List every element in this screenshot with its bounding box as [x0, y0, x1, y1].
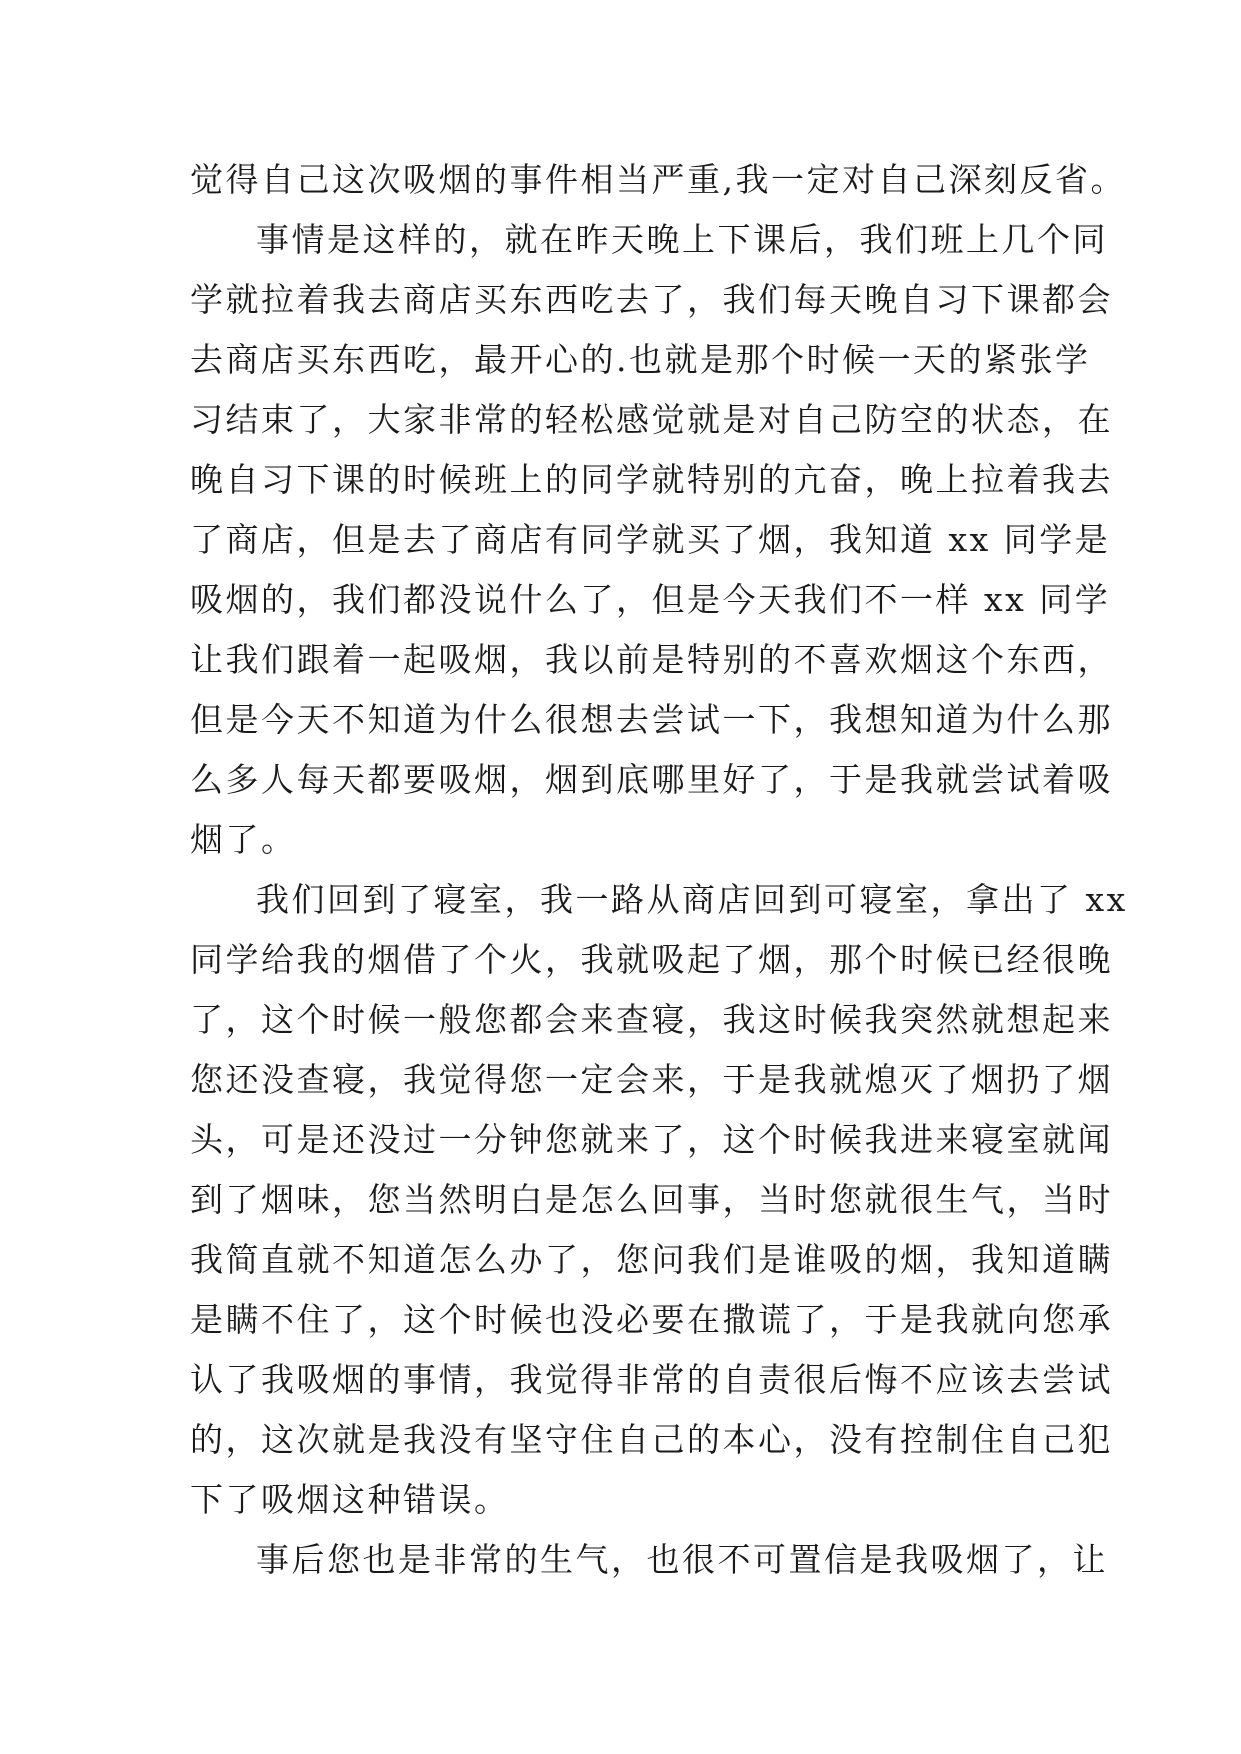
text-line: 了商店，但是去了商店有同学就买了烟，我知道 xx 同学是: [190, 520, 1111, 559]
text-line: 头，可是还没过一分钟您就来了，这个时候我进来寝室就闻: [190, 1120, 1113, 1159]
text-line: 事后您也是非常的生气，也很不可置信是我吸烟了，让: [256, 1540, 1108, 1579]
text-line: 下了吸烟这种错误。: [190, 1480, 510, 1519]
text-line: 认了我吸烟的事情，我觉得非常的自责很后悔不应该去尝试: [190, 1360, 1113, 1399]
text-line: 了，这个时候一般您都会来查寝，我这时候我突然就想起来: [190, 1000, 1113, 1039]
text-line: 同学给我的烟借了个火，我就吸起了烟，那个时候已经很晚: [190, 940, 1113, 979]
text-line: 觉得自己这次吸烟的事件相当严重,我一定对自己深刻反省。: [190, 160, 1126, 199]
text-line: 但是今天不知道为什么很想去尝试一下，我想知道为什么那: [190, 700, 1113, 739]
text-line: 我们回到了寝室，我一路从商店回到可寝室，拿出了 xx: [256, 880, 1128, 919]
text-line: 学就拉着我去商店买东西吃去了，我们每天晚自习下课都会: [190, 280, 1113, 319]
text-line: 事情是这样的，就在昨天晚上下课后，我们班上几个同: [256, 220, 1108, 259]
text-line: 习结束了，大家非常的轻松感觉就是对自己防空的状态，在: [190, 400, 1113, 439]
text-line: 让我们跟着一起吸烟，我以前是特别的不喜欢烟这个东西，: [190, 640, 1113, 679]
body-text: [190, 150, 1128, 1590]
text-line: 吸烟的，我们都没说什么了，但是今天我们不一样 xx 同学: [190, 580, 1111, 619]
text-line: 是瞒不住了，这个时候也没必要在撒谎了，于是我就向您承: [190, 1300, 1113, 1339]
text-line: 到了烟味，您当然明白是怎么回事，当时您就很生气，当时: [190, 1180, 1113, 1219]
text-line: 我简直就不知道怎么办了，您问我们是谁吸的烟，我知道瞒: [190, 1240, 1113, 1279]
text-line: 您还没查寝，我觉得您一定会来，于是我就熄灭了烟扔了烟: [190, 1060, 1113, 1099]
text-line: 么多人每天都要吸烟，烟到底哪里好了，于是我就尝试着吸: [190, 760, 1113, 799]
text-line: 晚自习下课的时候班上的同学就特别的亢奋，晚上拉着我去: [190, 460, 1113, 499]
text-line: 的，这次就是我没有坚守住自己的本心，没有控制住自己犯: [190, 1420, 1113, 1459]
text-line: 烟了。: [190, 820, 297, 859]
text-line: 去商店买东西吃，最开心的.也就是那个时候一天的紧张学: [190, 340, 1091, 379]
